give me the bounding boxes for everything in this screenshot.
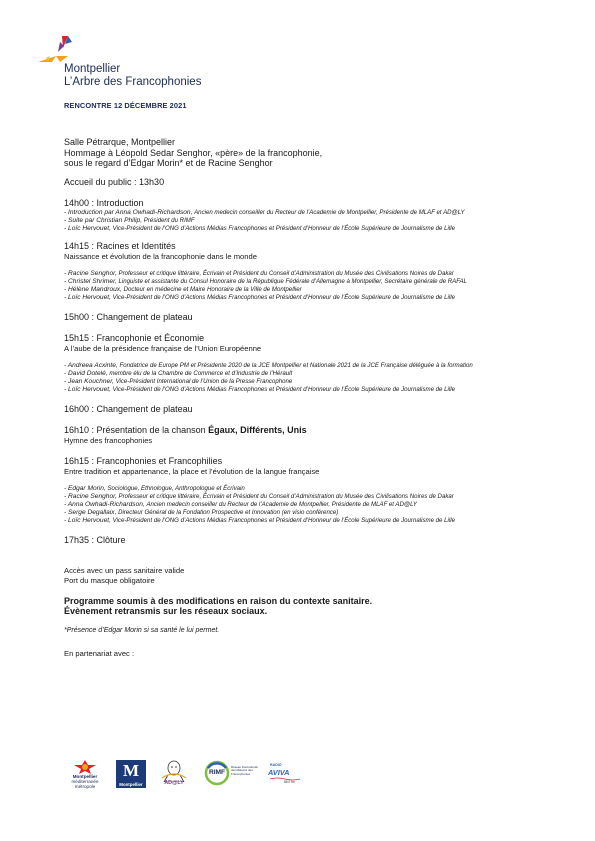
speaker-line: - Hélène Mandroux, Docteur en médecine et Maire Honoraire de la Ville de Montpellier: [64, 285, 302, 293]
session-title: 16h00 : Changement de plateau: [64, 403, 193, 414]
speaker-line: - Loïc Hervouet, Vice-Président de l’ONG d’Actions Médias Francophones et Président d’Honneur de l’École Supérieure de Journalisme de Lille: [64, 224, 455, 232]
session-title: 17h35 : Clôture: [64, 534, 126, 545]
session-title: 16h10 : Présentation de la chanson Égaux, Différents, Unis: [64, 424, 307, 435]
org-name: [64, 63, 201, 88]
footnote: *Présence d’Edgar Morin si sa santé le lui permet.: [64, 626, 220, 634]
speaker-line: - Edgar Morin, Sociologue, Ethnologue, Anthropologue et Écrivain: [64, 484, 245, 492]
session-title: 16h15 : Francophonies et Francophilies: [64, 455, 223, 466]
speaker-line: - Serge Degallaix, Directeur Général de la Fondation Prospective et Innovation (en visio conférence): [64, 508, 339, 516]
speaker-line: - Andreea Acxinte, Fondatrice de Europe PM et Présidente 2020 de la JCE Montpellier et Nationale 2021 de la JCE Française déléguée à la formation: [64, 361, 473, 369]
rimf-logo: RIMF Réseau International des Maisons des Francophonies: [204, 760, 260, 788]
pass-sanitaire: Accès avec un pass sanitaire valide: [64, 565, 185, 575]
hommage-line: Hommage à Léopold Sedar Senghor, «père» de la francophonie,: [64, 147, 323, 158]
speaker-line: - Suite par Christian Philip, Président du RIMF: [64, 216, 195, 224]
montpellier-city-logo: M Montpellier: [116, 760, 146, 788]
radio-aviva-logo: RADIO AVIVA 88.0 fm: [268, 760, 304, 788]
speaker-line: - Introduction par Anna Owhadi-Richardson, Ancien medecin conseiller du Recteur de l’Academie de Montpellier, Présidente de MLAF et AD@LY: [64, 208, 465, 216]
speaker-line: - Loïc Hervouet, Vice-Président de l’ONG d’Actions Médias Francophones et Président d’Honneur de l’École Supérieure de Journalisme de Lille: [64, 385, 455, 393]
speaker-line: - Loïc Hervouet, Vice-Président de l’ONG d’Actions Médias Francophones et Président d’Honneur de l’École Supérieure de Journalisme de Lille: [64, 516, 455, 524]
program-body: [64, 137, 564, 659]
regard-line: sous le regard d’Edgar Morin* et de Racine Senghor: [64, 158, 273, 168]
speaker-line: - Anna Owhadi-Richardson, Ancien medecin conseiller du Recteur de l’Academie de Montpellier, Présidente de MLAF et AD@LY: [64, 500, 417, 508]
speaker-line: - Racine Senghor, Professeur et critique littéraire, Écrivain et Président du Conseil d’Administration du Musée des Civilisations Noires de Dakar: [64, 492, 454, 500]
org-name-line2: L’Arbre des Francophonies: [64, 75, 202, 88]
venue: Salle Pétrarque, Montpellier: [64, 137, 176, 147]
session-subtitle: A l’aube de la présidence française de l’Union Européenne: [64, 343, 262, 353]
org-name-line1: Montpellier: [64, 63, 121, 75]
partners-label: En partenariat avec :: [64, 648, 135, 658]
modification-notice: Programme soumis à des modifications en raison du contexte sanitaire.: [64, 595, 373, 606]
session-subtitle: Entre tradition et appartenance, la place et l’évolution de la langue française: [64, 466, 320, 476]
session-subtitle: Hymne des francophonies: [64, 435, 153, 445]
session-title: 15h15 : Francophonie et Économie: [64, 332, 205, 343]
masque: Port du masque obligatoire: [64, 575, 155, 585]
speaker-line: - Christel Shrimer, Linguiste et assistante du Consul Honoraire de la République Fédérale d’Allemagne à Montpellier, Secrétaire générale de RAFAL: [64, 277, 467, 285]
portrait-icon: [154, 760, 194, 782]
session-subtitle: Naissance et évolution de la francophonie dans le monde: [64, 251, 257, 261]
speaker-line: - Loïc Hervouet, Vice-Président de l’ONG d’Actions Médias Francophones et Président d’Honneur de l’École Supérieure de Journalisme de Lille: [64, 293, 455, 301]
broadcast-notice: Évènement retransmis sur les réseaux sociaux.: [64, 606, 268, 616]
partner-logos: [64, 760, 304, 788]
session-title: 14h15 : Racines et Identités: [64, 240, 176, 251]
speaker-line: - Racine Senghor, Professeur et critique littéraire, Écrivain et Président du Conseil d’Administration du Musée des Civilisations Noires de Dakar: [64, 269, 454, 277]
arbre-logo-icon: [38, 34, 78, 64]
session-title: 15h00 : Changement de plateau: [64, 311, 193, 322]
session-title: 14h00 : Introduction: [64, 197, 144, 208]
accueil: Accueil du public : 13h30: [64, 176, 165, 187]
event-date: RENCONTRE 12 DÉCEMBRE 2021: [64, 101, 187, 110]
star-icon: [74, 760, 96, 774]
speaker-line: - David Dotelé, membre élu de la Chambre de Commerce et d’Industrie de l’Hérault: [64, 369, 293, 377]
adly-logo: AD@LY: [154, 760, 194, 788]
montpellier-metropole-logo: Montpellier méditerranée métropole: [64, 760, 106, 788]
speaker-line: - Jean Kouchner, Vice-Président International de l’Union de la Presse Francophone: [64, 377, 293, 385]
